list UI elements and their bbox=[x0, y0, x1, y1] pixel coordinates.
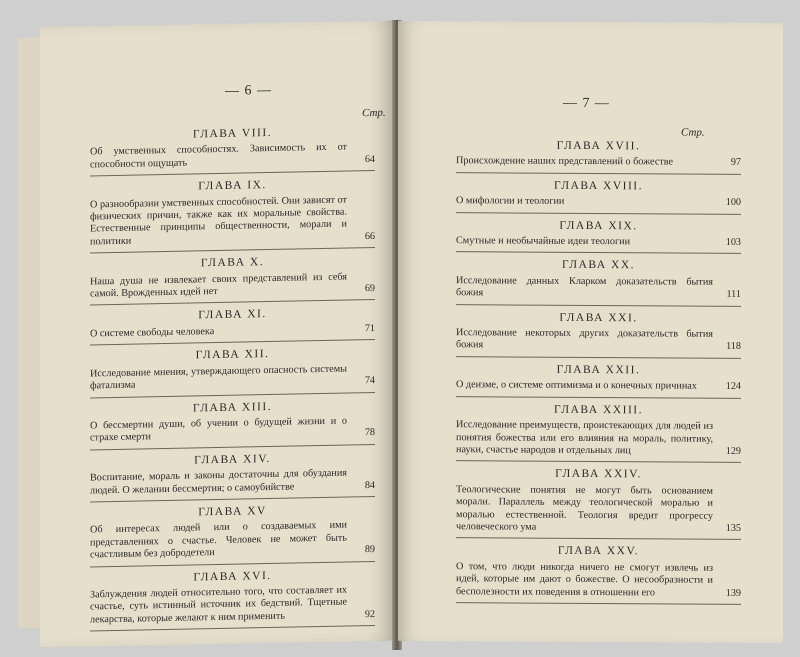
toc-entry bbox=[90, 271, 375, 301]
left-page bbox=[40, 21, 395, 648]
chapter-heading: ГЛАВА VIII. bbox=[192, 126, 273, 141]
entry-text: Смутные и необычайные идеи теологии bbox=[456, 235, 631, 248]
entry-page-number: 100 bbox=[725, 197, 741, 209]
chapter-heading: ГЛАВА XXIII. bbox=[554, 403, 643, 417]
chapter-heading: ГЛАВА XI. bbox=[198, 308, 267, 322]
divider bbox=[90, 496, 375, 502]
chapter-heading: ГЛАВА XIX. bbox=[559, 219, 638, 232]
chapter-heading: ГЛАВА X. bbox=[200, 256, 265, 270]
toc-entry bbox=[456, 419, 741, 458]
chapter-heading: ГЛАВА XII. bbox=[195, 348, 270, 362]
right-page bbox=[398, 21, 783, 643]
divider bbox=[90, 391, 375, 397]
entry-page-number: 74 bbox=[364, 375, 375, 387]
toc-entry bbox=[456, 275, 741, 302]
entry-page-number: 111 bbox=[726, 289, 741, 301]
toc-entry bbox=[90, 519, 375, 562]
chapter-heading: ГЛАВА XXI. bbox=[559, 311, 638, 324]
chapter-heading: ГЛАВА XVII. bbox=[556, 139, 641, 153]
entry-page-number: 89 bbox=[364, 544, 375, 556]
entry-page-number: 69 bbox=[364, 283, 375, 295]
chapter-heading: ГЛАВА XXII. bbox=[556, 363, 641, 377]
entry-page-number: 66 bbox=[364, 230, 375, 243]
entry-text: О мифологии и теологии bbox=[456, 195, 565, 208]
toc-entry bbox=[456, 379, 741, 393]
toc-entry bbox=[90, 584, 375, 627]
divider bbox=[90, 170, 375, 176]
divider bbox=[90, 299, 375, 305]
divider bbox=[456, 356, 741, 359]
entry-text: О системе свободы человека bbox=[90, 325, 215, 340]
chapter-heading: ГЛАВА XIV. bbox=[194, 452, 271, 467]
entry-page-number: 129 bbox=[725, 445, 741, 457]
toc-entry bbox=[456, 561, 741, 600]
chapter-heading: ГЛАВА XVI. bbox=[193, 569, 272, 584]
divider bbox=[90, 561, 375, 567]
page-number: — 6 — bbox=[225, 82, 272, 99]
entry-text: Исследование данных Кларком доказательств бытия божия bbox=[456, 275, 713, 299]
entry-text: Наша душа не извлекает своих представлений из себя самой. Врожденных идей нет bbox=[90, 271, 347, 300]
divider bbox=[456, 212, 741, 215]
chapter-heading: ГЛАВА XXV. bbox=[557, 545, 640, 558]
entry-page-number: 78 bbox=[364, 427, 375, 439]
divider bbox=[456, 538, 741, 541]
divider bbox=[456, 460, 741, 463]
toc-entry bbox=[90, 141, 375, 171]
entry-page-number: 71 bbox=[364, 322, 375, 335]
toc-entry bbox=[456, 195, 741, 209]
entry-text: Исследование некоторых других доказательств бытия божия bbox=[456, 327, 713, 351]
chapter-heading: ГЛАВА XVIII. bbox=[554, 179, 643, 193]
entry-text: Заблуждения людей относительно того, что составляет их счастье, суть истинный источник их бедствий. Тщетные лекарства, которые желают к ним применить bbox=[90, 584, 347, 626]
entry-text: Об интересах людей или о создаваемых ими представлениях о счастье. Человек не может быть счастливым без добродетели bbox=[90, 519, 347, 561]
entry-text: О деизме, о системе оптимизма и о конечных причинах bbox=[456, 379, 697, 392]
entry-page-number: 139 bbox=[725, 587, 741, 599]
entry-text: О том, что люди никогда ничего не смогут извлечь из идей, которые им дают о божестве. О несообразности и бесполезности их поведения в отношении его bbox=[456, 560, 713, 598]
toc-entry bbox=[456, 327, 741, 354]
toc-entry bbox=[90, 194, 375, 249]
entry-text: О бессмертии души, об учении о будущей жизни и о страхе смерти bbox=[90, 415, 347, 444]
entry-page-number: 135 bbox=[725, 522, 741, 534]
entry-text: Об умственных способностях. Зависимость их от способности ощущать bbox=[90, 141, 347, 171]
entry-text: Теологические понятия не могут быть основанием морали. Параллель между теологической моралью и моралью естественной. Теология вредит прогрессу человеческого ума bbox=[456, 483, 713, 533]
chapter-heading: ГЛАВА XV bbox=[198, 504, 267, 519]
page-column-label: Стр. bbox=[362, 106, 386, 120]
chapter-heading: ГЛАВА XXIV. bbox=[555, 468, 642, 481]
page-column-label: Стр. bbox=[681, 126, 705, 139]
chapter-heading: ГЛАВА XX. bbox=[562, 259, 635, 272]
entry-page-number: 92 bbox=[364, 608, 375, 620]
toc-entry bbox=[90, 363, 375, 393]
entry-text: Воспитание, мораль и законы достаточны для обуздания людей. О желании бессмертия; о самоубийстве bbox=[90, 467, 347, 496]
divider bbox=[456, 602, 741, 605]
divider bbox=[90, 339, 375, 345]
page-number: — 7 — bbox=[563, 95, 610, 112]
divider bbox=[90, 444, 375, 450]
entry-page-number: 124 bbox=[725, 381, 741, 393]
toc-entry bbox=[90, 323, 375, 341]
toc-column bbox=[90, 119, 375, 632]
entry-text: Исследование преимуществ, проистекающих для людей из понятия божества или его влияния на мораль, политику, науки, счастье народов и отдельных лиц bbox=[456, 419, 713, 457]
entry-page-number: 84 bbox=[364, 479, 375, 491]
entry-text: Происхождение наших представлений о божестве bbox=[456, 155, 674, 168]
entry-page-number: 97 bbox=[730, 157, 741, 169]
entry-page-number: 64 bbox=[364, 153, 375, 165]
toc-column bbox=[456, 133, 741, 605]
entry-page-number: 118 bbox=[726, 341, 741, 353]
chapter-heading: ГЛАВА XIII. bbox=[192, 400, 273, 414]
toc-entry bbox=[456, 484, 741, 535]
toc-entry bbox=[456, 235, 741, 249]
entry-text: О разнообразии умственных способностей. Они зависят от физических причин, также как их моральные свойства. Естественные принципы общественности, морали и политики bbox=[90, 194, 347, 248]
toc-entry bbox=[90, 467, 375, 497]
divider bbox=[456, 252, 741, 255]
divider bbox=[90, 247, 375, 253]
toc-entry bbox=[456, 156, 741, 170]
divider bbox=[456, 304, 741, 307]
divider bbox=[90, 625, 375, 631]
entry-text: Исследование мнения, утверждающего опасность системы фатализма bbox=[90, 363, 347, 392]
toc-entry bbox=[90, 415, 375, 445]
chapter-heading: ГЛАВА IX. bbox=[198, 179, 267, 193]
divider bbox=[456, 396, 741, 399]
entry-page-number: 103 bbox=[725, 236, 741, 248]
divider bbox=[456, 172, 741, 175]
